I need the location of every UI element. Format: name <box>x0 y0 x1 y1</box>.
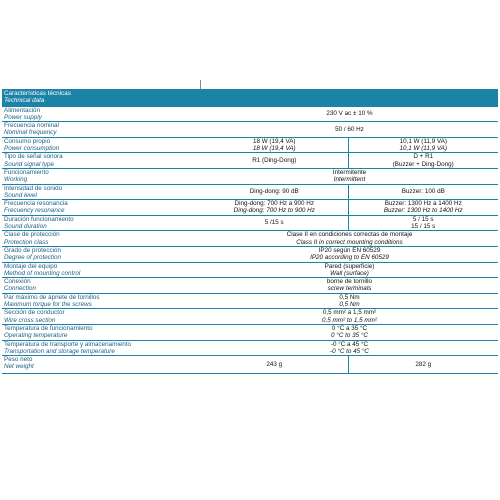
left-value <box>201 153 348 169</box>
label-es: Funcionamiento <box>4 168 49 176</box>
right-value <box>348 153 498 169</box>
label-es: Conexión <box>4 278 31 286</box>
label-es: Par máximo de apriete de tornillos <box>4 293 100 301</box>
table-row <box>2 324 498 340</box>
row-label <box>2 324 201 340</box>
label-en: Operating temperature <box>4 332 68 340</box>
table-row <box>2 262 498 278</box>
label-es: Montaje del equipo <box>4 262 58 270</box>
value-es: Buzzer: 1300 Hz a 1400 Hz <box>384 200 462 208</box>
right-value <box>348 200 498 216</box>
table-row <box>2 215 498 231</box>
table-header <box>2 89 498 107</box>
row-label <box>2 215 201 231</box>
label-es: Sección de conductor <box>4 309 65 317</box>
label-en: Frecuency resonance <box>4 207 65 215</box>
value-en: Ding-dong: 700 Hz to 900 Hz <box>233 207 315 215</box>
row-value <box>201 309 498 325</box>
value-en: Buzzer: 1300 Hz to 1400 Hz <box>383 207 463 215</box>
row-value <box>201 340 498 356</box>
header-label <box>2 89 201 107</box>
value-en: screw terminals <box>327 285 372 293</box>
row-value <box>201 122 498 138</box>
row-value <box>201 231 498 247</box>
header-fill <box>201 89 498 107</box>
label-en: Connection <box>4 285 36 293</box>
value-en: 18 W (19,4 VA) <box>252 145 296 153</box>
table-row <box>2 107 498 122</box>
table-row <box>2 122 498 138</box>
value-en: 0 °C to 35 °C <box>331 332 368 340</box>
value-es: 0 °C a 35 °C <box>331 324 368 332</box>
label-en: Wire cross section <box>4 316 56 324</box>
row-label <box>2 122 201 138</box>
row-label <box>2 137 201 153</box>
label-es: Consumo propio <box>4 137 51 145</box>
label-en: Sound signal type <box>4 160 55 168</box>
right-value <box>348 184 498 200</box>
label-en: Power consumption <box>4 145 60 153</box>
row-label <box>2 293 201 309</box>
label-es: Grado de protección <box>4 246 62 254</box>
left-value <box>201 184 348 200</box>
header-title-es: Características técnicas <box>4 90 71 97</box>
left-value <box>201 137 348 153</box>
row-value <box>201 246 498 262</box>
label-es: Frecuencia resonancia <box>4 200 68 208</box>
label-en: Working <box>4 176 28 184</box>
table-row <box>2 231 498 247</box>
row-value <box>201 107 498 122</box>
value-text: R1 (Ding-Dong) <box>252 157 297 165</box>
value-text: 282 g <box>415 360 432 368</box>
value-en: Intermittent <box>333 176 366 184</box>
label-es: Alimentación <box>4 106 41 114</box>
row-label <box>2 246 201 262</box>
value-text: 243 g <box>266 360 283 368</box>
label-en: Sound duration <box>4 223 47 231</box>
value-es: IP20 según EN 60529 <box>318 246 381 254</box>
value-text: 5 /15 s <box>264 219 284 227</box>
row-value <box>201 262 498 278</box>
row-label <box>2 262 201 278</box>
row-label <box>2 278 201 294</box>
label-en: Nominal frequency <box>4 129 57 137</box>
right-value <box>348 215 498 231</box>
row-label <box>2 107 201 122</box>
value-es: 5 / 15 s <box>412 215 434 223</box>
right-value <box>348 137 498 153</box>
value-es: Pared (superficie) <box>324 262 375 270</box>
value-es: 0,5 mm² a 1,5 mm² <box>322 309 377 317</box>
label-en: Power supply <box>4 113 42 121</box>
label-es: Duración funcionamiento <box>4 215 74 223</box>
value-en: 0,5 Nm <box>339 301 360 309</box>
table-row <box>2 137 498 153</box>
value-en: -0 °C to 45 °C <box>330 347 369 355</box>
label-es: Clase de protección <box>4 231 60 239</box>
table-row <box>2 153 498 169</box>
value-text: Ding-dong: 90 dB <box>249 188 299 196</box>
table-row <box>2 184 498 200</box>
row-label <box>2 184 201 200</box>
value-es: Ding-dong: 700 Hz a 900 Hz <box>234 200 314 208</box>
table-row <box>2 340 498 356</box>
row-label <box>2 309 201 325</box>
row-label <box>2 200 201 216</box>
technical-data-table <box>2 89 498 374</box>
label-en: Degree of protection <box>4 254 62 262</box>
label-en: Transportation and storage temperature <box>4 347 115 355</box>
label-es: Frecuencia nominal <box>4 122 59 130</box>
value-en: 0,5 mm² to 1,5 mm² <box>322 316 377 324</box>
left-value <box>201 200 348 216</box>
left-value <box>201 215 348 231</box>
table-row <box>2 356 498 374</box>
label-es: Temperatura de transporte y almacenamiento <box>4 340 132 348</box>
value-es: 10,1 W (11,9 VA) <box>399 137 447 145</box>
value-en: Class II in correct mounting conditions <box>296 238 403 246</box>
label-en: Net weight <box>4 363 34 371</box>
table-row <box>2 293 498 309</box>
label-en: Maximum torque for the screws <box>4 301 92 309</box>
value-es: 0,5 Nm <box>339 293 360 301</box>
header-title-en: Technical data <box>4 97 45 105</box>
label-es: Intensidad de sonido <box>4 184 63 192</box>
row-value <box>201 293 498 309</box>
row-value <box>201 324 498 340</box>
value-en: 15 / 15 s <box>411 223 436 231</box>
row-label <box>2 168 201 184</box>
label-en: Sound level <box>4 191 37 199</box>
row-label <box>2 340 201 356</box>
value-en: 10,1 W (11,9 VA) <box>399 145 447 153</box>
row-label <box>2 153 201 169</box>
table-row <box>2 278 498 294</box>
right-value <box>348 356 498 374</box>
value-en: IP20 according to EN 60529 <box>310 254 389 262</box>
table-row <box>2 309 498 325</box>
value-es: 18 W (19,4 VA) <box>252 137 296 145</box>
table-row <box>2 168 498 184</box>
label-es: Tipo de señal sonora <box>4 153 63 161</box>
value-en: (Buzzer + Ding-Dong) <box>392 160 454 168</box>
table-row <box>2 246 498 262</box>
label-es: Peso neto <box>4 356 33 364</box>
value-es: Intermitente <box>332 168 367 176</box>
left-value <box>201 356 348 374</box>
row-value <box>201 278 498 294</box>
value-es: D + R1 <box>413 153 434 161</box>
value-es: -0 °C a 45 °C <box>330 340 369 348</box>
label-es: Temperatura de funcionamiento <box>4 324 93 332</box>
value-es: borne de tornillo <box>326 278 373 286</box>
row-label <box>2 356 201 374</box>
label-en: Method of mounting control <box>4 269 81 277</box>
row-label <box>2 231 201 247</box>
value-text: 50 / 60 Hz <box>335 125 364 133</box>
table-row <box>2 200 498 216</box>
value-text: 230 V ac ± 10 % <box>326 110 373 118</box>
value-es: Clase II en condiciones correctas de montaje <box>286 231 413 239</box>
row-value <box>201 168 498 184</box>
label-en: Protection class <box>4 238 49 246</box>
value-en: Wall (surface) <box>330 269 369 277</box>
value-text: Buzzer: 100 dB <box>401 188 445 196</box>
